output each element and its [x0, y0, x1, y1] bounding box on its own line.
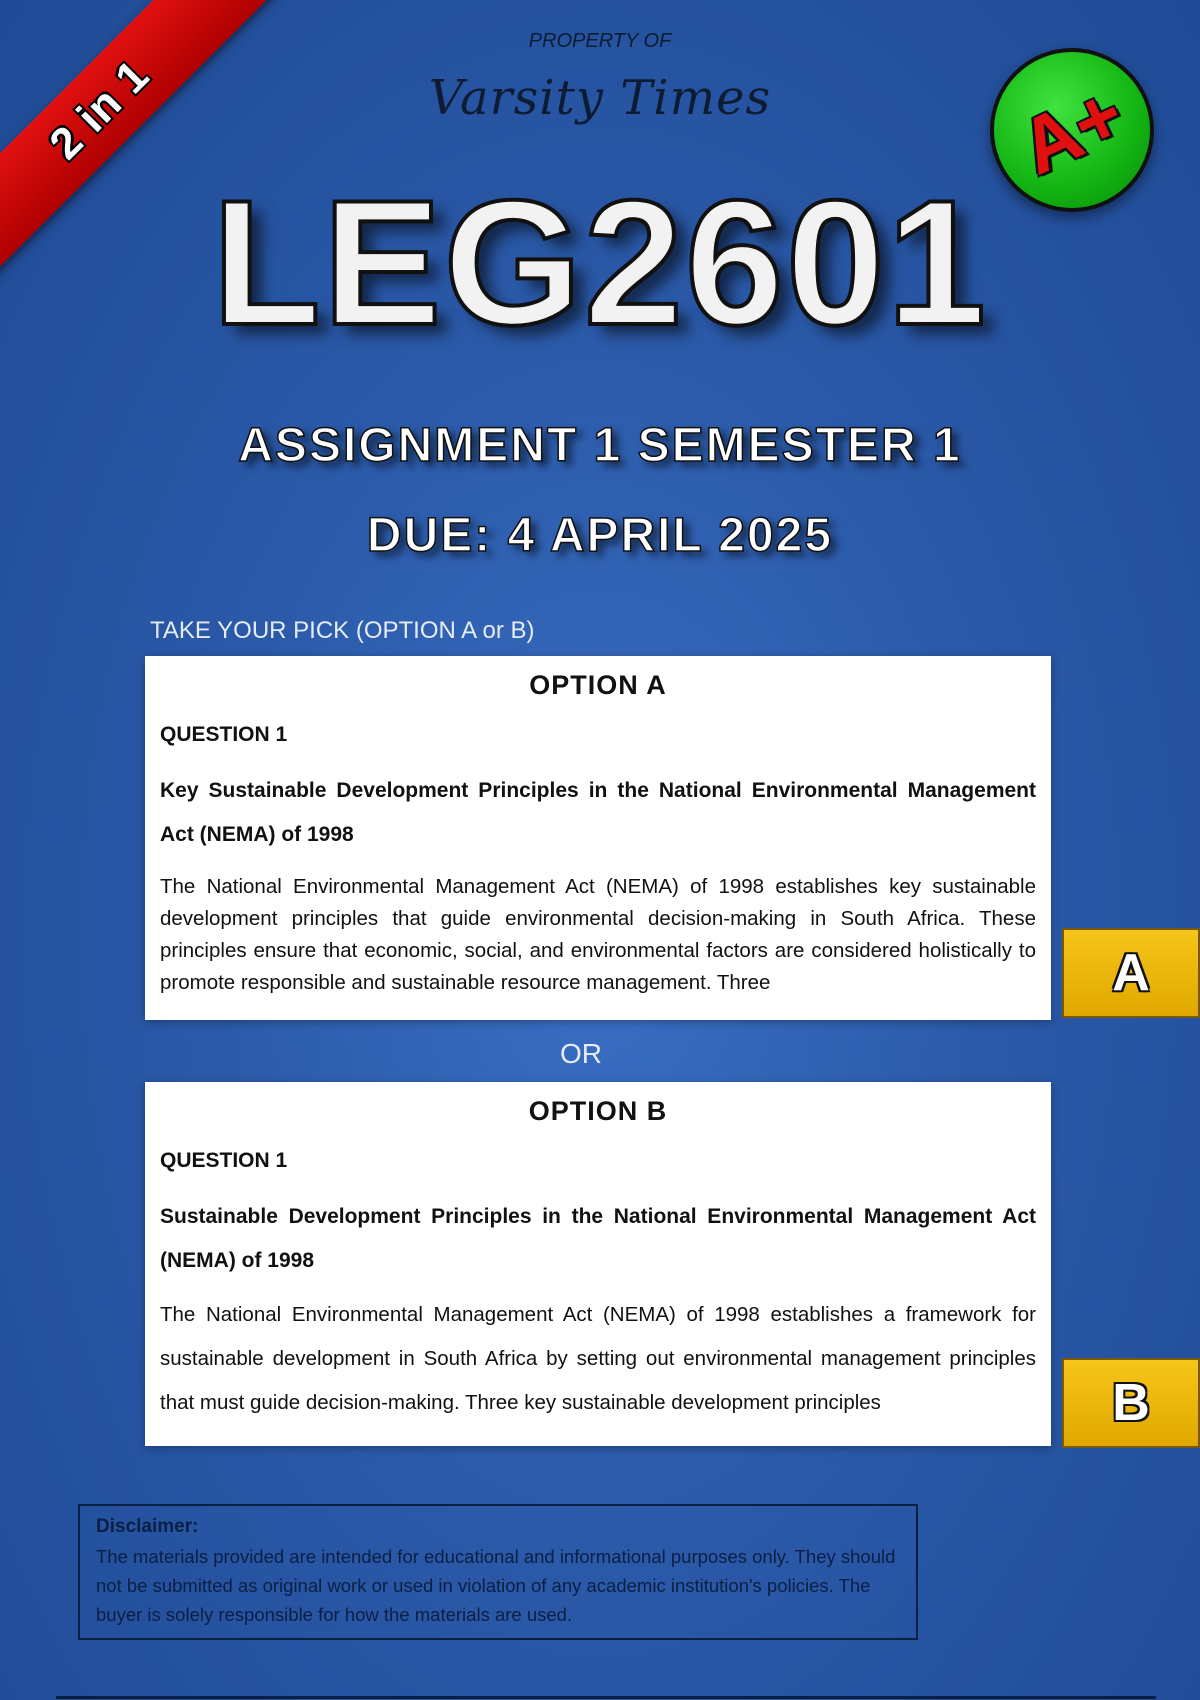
option-b-tab-label: B [1112, 1374, 1150, 1432]
due-date: DUE: 4 APRIL 2025 [366, 509, 834, 562]
property-of-label: PROPERTY OF [528, 30, 672, 52]
disclaimer-title: Disclaimer: [96, 1516, 199, 1537]
bottom-divider [56, 1696, 1156, 1699]
option-b-question: QUESTION 1 [160, 1149, 288, 1172]
or-divider: OR [560, 1038, 602, 1069]
disclaimer-text: The materials provided are intended for educational and informational purposes only. They should not be submitted as original work or used in violation of any academic institution's policies. The buyer is solely responsible for how the materials are used. [96, 1546, 896, 1625]
option-b-title: OPTION B [528, 1096, 668, 1126]
course-code-title: LEG2601 [212, 163, 988, 362]
disclaimer-box [78, 1504, 918, 1640]
option-a-title: OPTION A [529, 670, 667, 700]
option-a-question: QUESTION 1 [160, 723, 288, 746]
grade-badge-label: A+ [1007, 68, 1137, 191]
option-b-card[interactable] [145, 1082, 1051, 1446]
option-b-tab[interactable] [1062, 1358, 1200, 1448]
pick-label: TAKE YOUR PICK (OPTION A or B) [150, 617, 535, 644]
option-a-tab-label: A [1112, 944, 1150, 1002]
option-a-heading: Key Sustainable Development Principles in the National Environmental Management Act (NEMA) of 1998 [160, 779, 1036, 846]
option-b-heading: Sustainable Development Principles in the National Environmental Management Act (NEMA) of 1998 [160, 1205, 1036, 1272]
brand-logo: Varsity Times [428, 70, 772, 126]
option-a-body: The National Environmental Management Act (NEMA) of 1998 establishes key sustainable development principles that guide environmental decision-making in South Africa. These principles ensure that economic, social, and environmental factors are considered holistically to promote responsible and sustainable resource management. Three [160, 875, 1036, 994]
option-a-tab[interactable] [1062, 928, 1200, 1018]
option-b-body: The National Environmental Management Act (NEMA) of 1998 establishes a framework for sustainable development in South Africa by setting out environmental management principles that must guide decision-making. Three key sustainable development principles [160, 1303, 1036, 1414]
assignment-title: ASSIGNMENT 1 SEMESTER 1 [238, 419, 962, 472]
option-a-card[interactable] [145, 656, 1051, 1020]
ribbon-label: 2 in 1 [40, 50, 159, 169]
